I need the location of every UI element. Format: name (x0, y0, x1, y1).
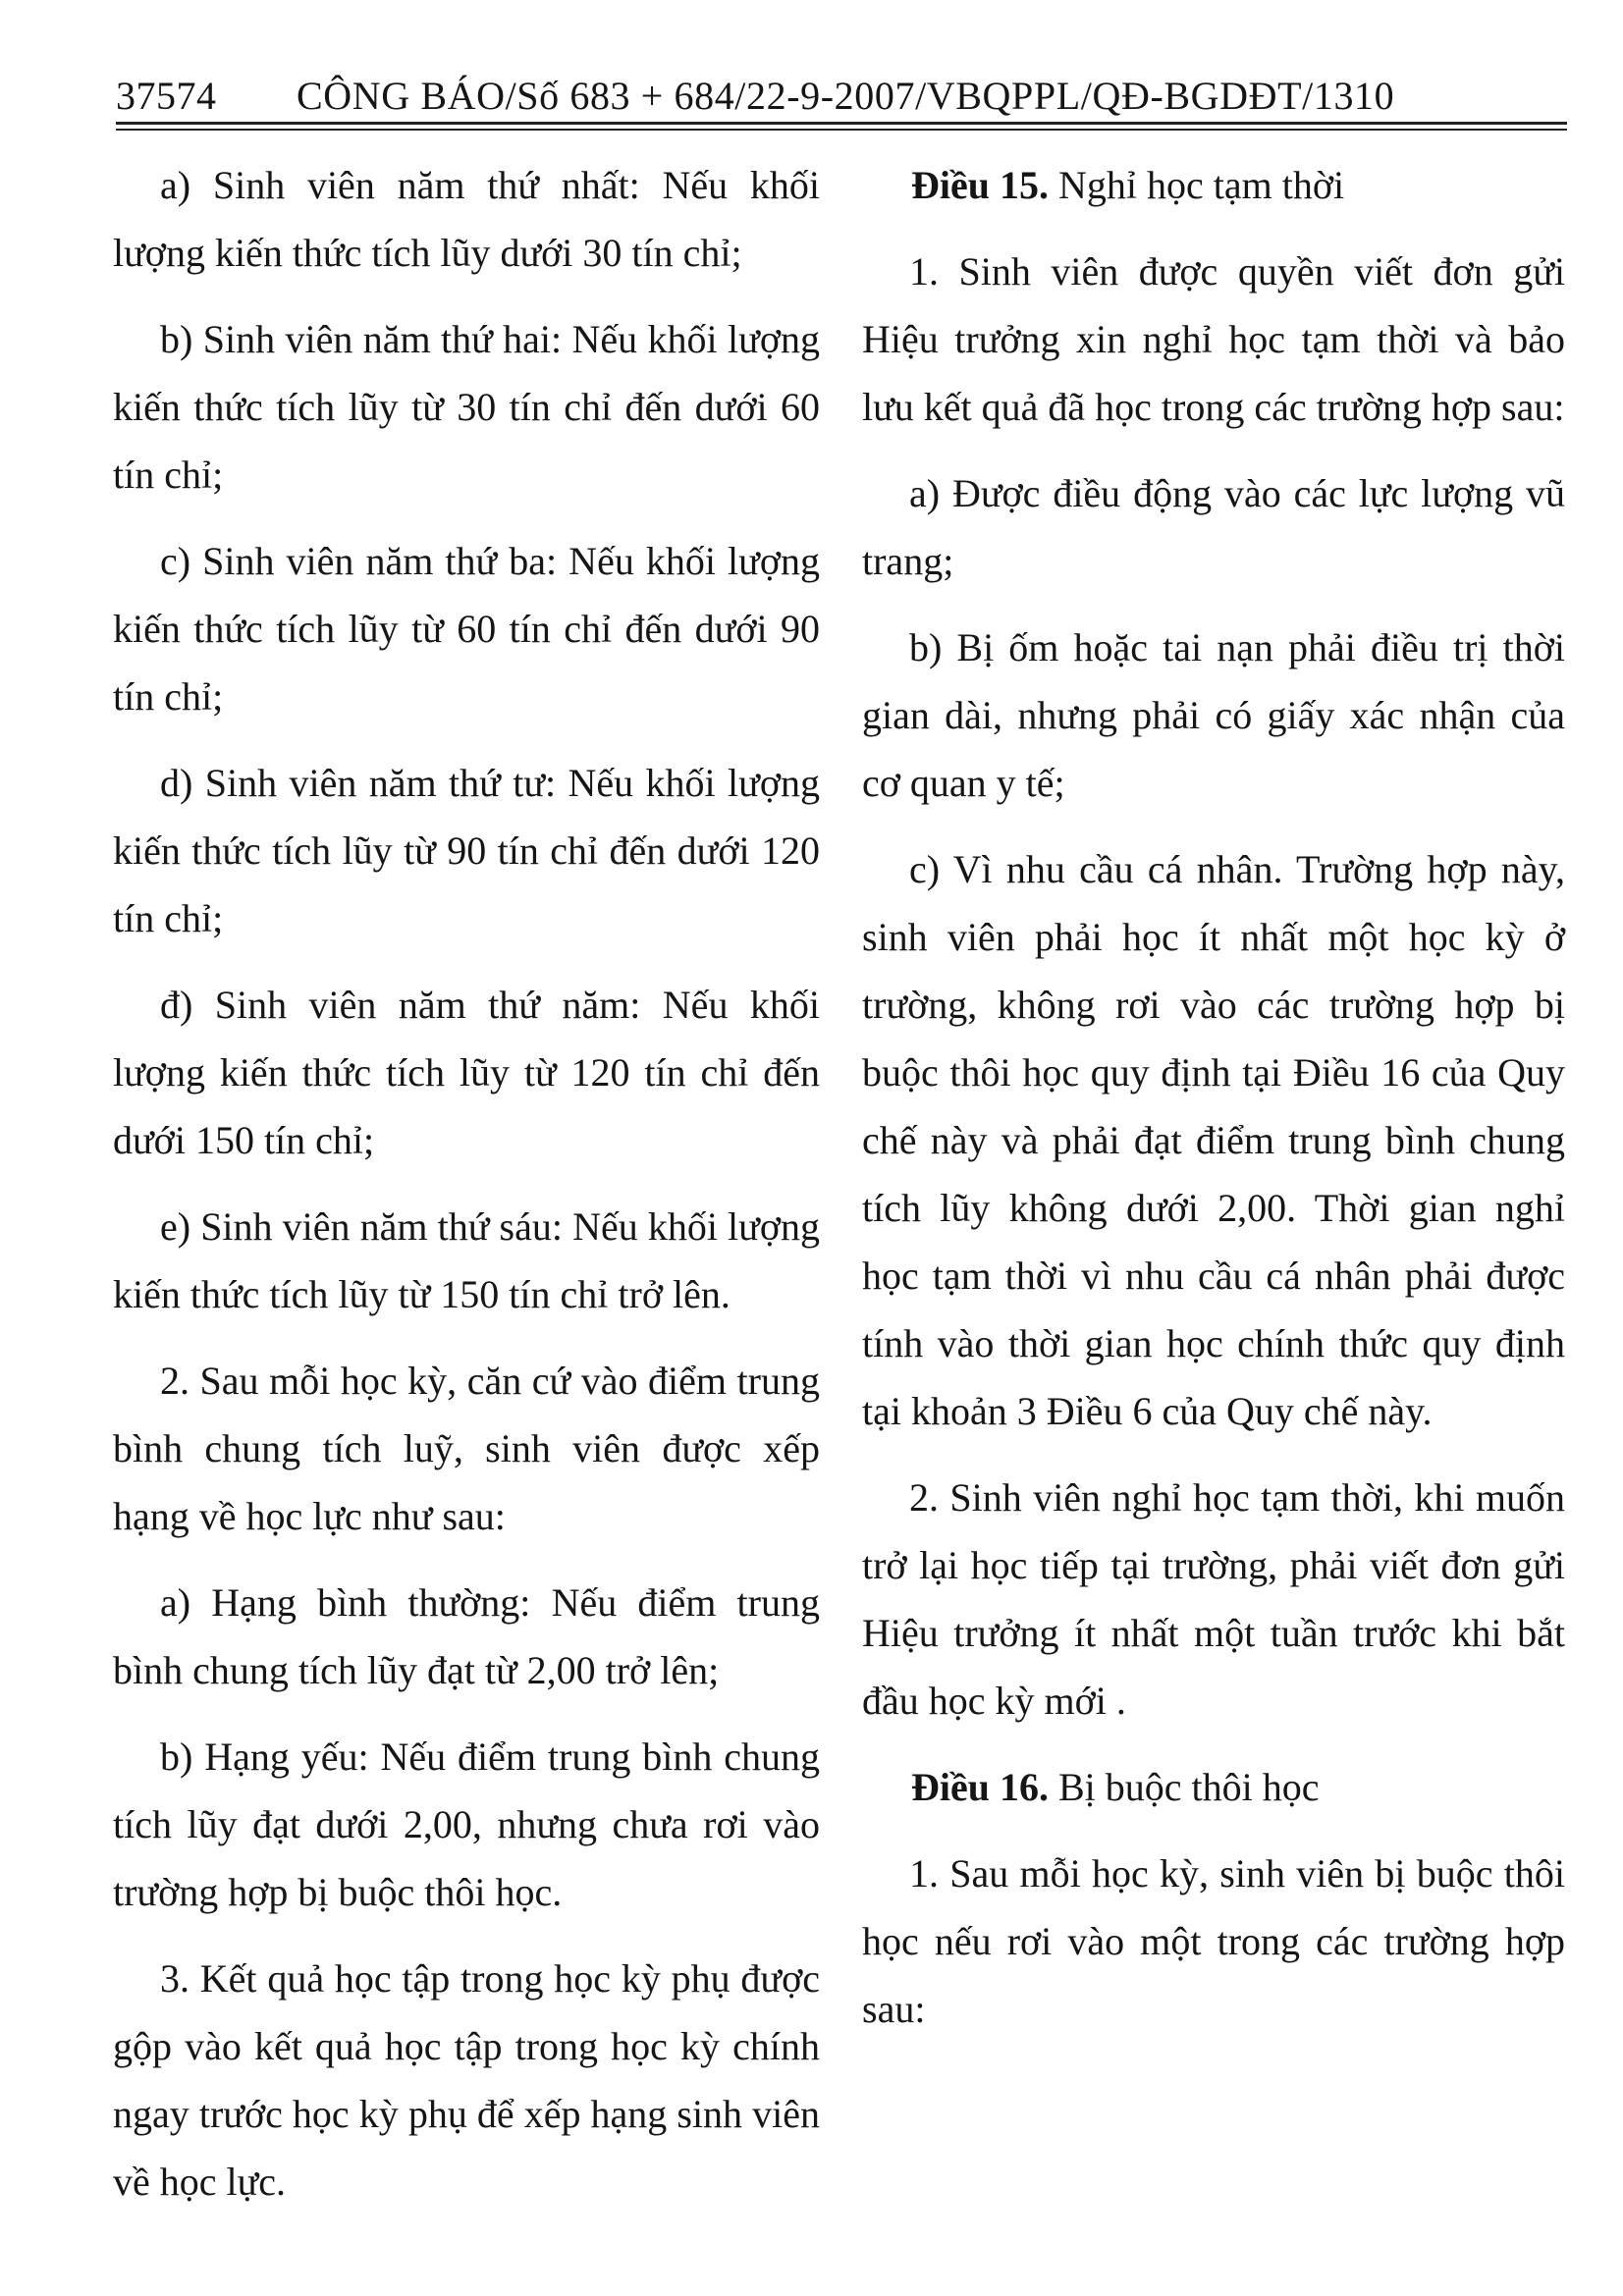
article-15-number: Điều 15. (911, 163, 1049, 207)
header-rule-thin (116, 129, 1567, 131)
clause-d-fourth-year: d) Sinh viên năm thứ tư: Nếu khối lượng kiến thức tích lũy từ 90 tín chỉ đến dưới 120 tín chỉ; (113, 761, 820, 940)
article-16-item-1: 1. Sau mỗi học kỳ, sinh viên bị buộc thôi học nếu rơi vào một trong các trường hợp sau: (862, 1851, 1565, 2031)
article-15-item-1: 1. Sinh viên được quyền viết đơn gửi Hiệu trưởng xin nghỉ học tạm thời và bảo lưu kết quả đã học trong các trường hợp sau: (862, 249, 1565, 429)
article-16-title: Bị buộc thôi học (1049, 1765, 1320, 1809)
running-title: CÔNG BÁO/Số 683 + 684/22-9-2007/VBQPPL/QĐ-BGDĐT/1310 (297, 74, 1395, 118)
clause-a-first-year: a) Sinh viên năm thứ nhất: Nếu khối lượng kiến thức tích lũy dưới 30 tín chỉ; (113, 163, 820, 275)
article-15-clause-a: a) Được điều động vào các lực lượng vũ trang; (862, 471, 1565, 583)
left-column (113, 151, 820, 2234)
clause-b-weak-rank: b) Hạng yếu: Nếu điểm trung bình chung tích lũy đạt dưới 2,00, nhưng chưa rơi vào trường hợp bị buộc thôi học. (113, 1735, 820, 1914)
article-15-clause-c: c) Vì nhu cầu cá nhân. Trường hợp này, sinh viên phải học ít nhất một học kỳ ở trường, không rơi vào các trường hợp bị buộc thôi học quy định tại Điều 16 của Quy chế này và phải đạt điểm trung bình chung tích lũy không dưới 2,00. Thời gian nghỉ học tạm thời vì nhu cầu cá nhân phải được tính vào thời gian học chính thức quy định tại khoản 3 Điều 6 của Quy chế này. (862, 847, 1565, 1433)
item-3-supplementary-term: 3. Kết quả học tập trong học kỳ phụ được gộp vào kết quả học tập trong học kỳ chính ngay trước học kỳ phụ để xếp hạng sinh viên về học lực. (113, 1956, 820, 2204)
page-header (116, 65, 1569, 124)
article-15-clause-b: b) Bị ốm hoặc tai nạn phải điều trị thời gian dài, nhưng phải có giấy xác nhận của cơ quan y tế; (862, 625, 1565, 805)
header-rule-thick (116, 122, 1567, 125)
article-16-heading (862, 1753, 1565, 1821)
clause-c-third-year: c) Sinh viên năm thứ ba: Nếu khối lượng kiến thức tích lũy từ 60 tín chỉ đến dưới 90 tín chỉ; (113, 539, 820, 719)
clause-b-second-year: b) Sinh viên năm thứ hai: Nếu khối lượng kiến thức tích lũy từ 30 tín chỉ đến dưới 60 tín chỉ; (113, 317, 820, 497)
clause-e-sixth-year: e) Sinh viên năm thứ sáu: Nếu khối lượng kiến thức tích lũy từ 150 tín chỉ trở lên. (113, 1204, 820, 1316)
article-15-heading (862, 151, 1565, 219)
article-15-title: Nghỉ học tạm thời (1049, 163, 1345, 207)
article-15-item-2: 2. Sinh viên nghỉ học tạm thời, khi muốn trở lại học tiếp tại trường, phải viết đơn gửi Hiệu trưởng ít nhất một tuần trước khi bắt đầu học kỳ mới . (862, 1475, 1565, 1723)
item-2-ranking: 2. Sau mỗi học kỳ, căn cứ vào điểm trung bình chung tích luỹ, sinh viên được xếp hạng về học lực như sau: (113, 1359, 820, 1538)
page-number: 37574 (116, 74, 217, 118)
clause-a-normal-rank: a) Hạng bình thường: Nếu điểm trung bình chung tích lũy đạt từ 2,00 trở lên; (113, 1580, 820, 1692)
right-column (862, 151, 1565, 2061)
clause-dd-fifth-year: đ) Sinh viên năm thứ năm: Nếu khối lượng kiến thức tích lũy từ 120 tín chỉ đến dưới 150 tín chỉ; (113, 983, 820, 1162)
article-16-number: Điều 16. (911, 1765, 1049, 1809)
